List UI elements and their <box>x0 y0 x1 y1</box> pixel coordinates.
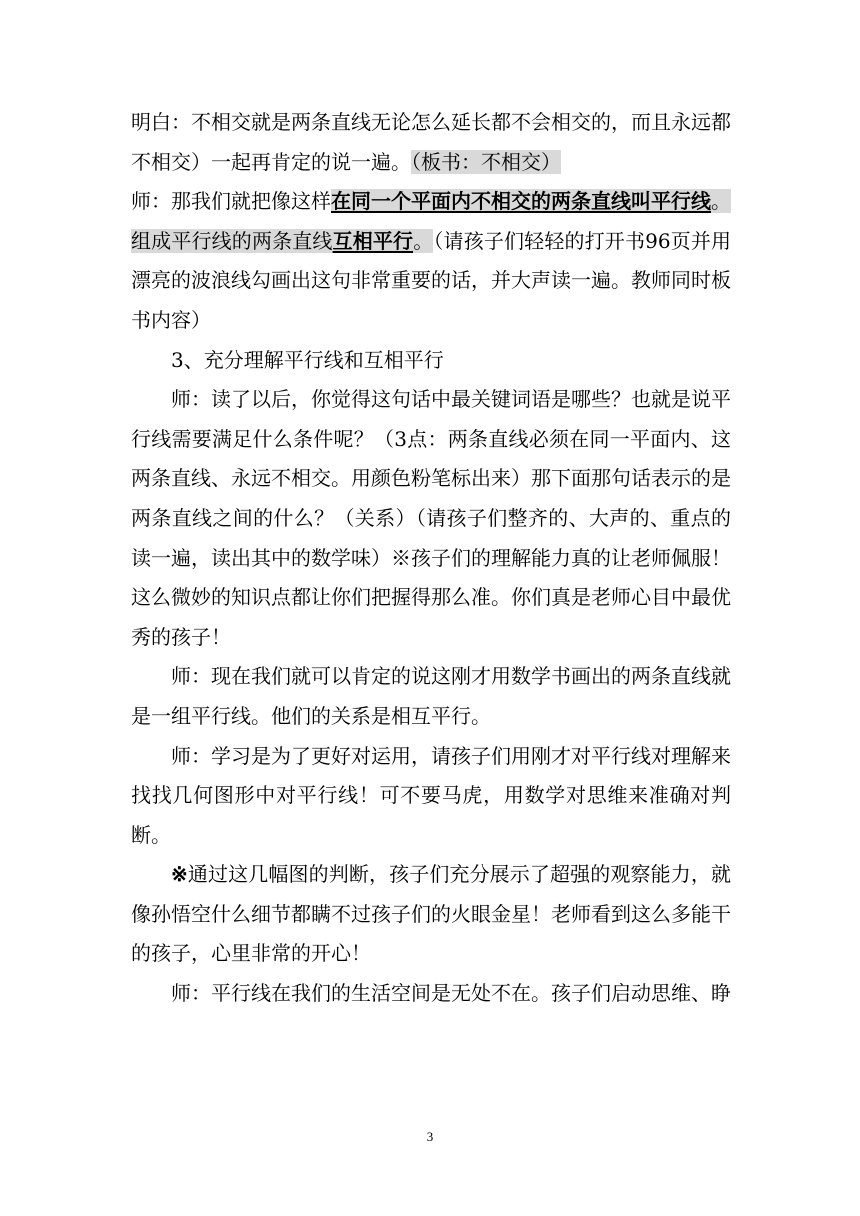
text-segment: 师：现在我们就可以肯定的说这刚才用数学书画出的两条直线就是一组平行线。他们的关系是相互平行。 <box>131 664 731 728</box>
definition-period: 。 <box>413 228 434 253</box>
definition-mutually-parallel: 互相平行 <box>332 228 414 253</box>
definition-highlight: 。组成平行线的两条直线 <box>131 189 731 253</box>
paragraph-6 <box>131 737 731 856</box>
lesson-plan-body <box>131 103 731 1014</box>
text-segment: 通过这几幅图的判断，孩子们充分展示了超强的观察能力，就像孙悟空什么细节都瞒不过孩子们的火眼金星！老师看到这么多能干的孩子，心里非常的开心！ <box>131 862 732 966</box>
text-segment: （请孩子们轻轻的打开书96页并用漂亮的波浪线勾画出这句非常重要的话，并大声读一遍。教师同时板书内容） <box>131 228 732 332</box>
paragraph-1 <box>131 103 731 182</box>
text-segment: 师：读了以后，你觉得这句话中最关键词语是哪些？也就是说平行线需要满足什么条件呢？（3点：两条直线必须在同一平面内、这两条直线、永远不相交。用颜色粉笔标出来）那下面那句话表示的是两条直线之间的什么？（关系）（请孩子们整齐的、大声的、重点的读一遍，读出其中的数学味）※孩子们的理解能力真的让老师佩服！这么微妙的知识点都让你们把握得那么准。你们真是老师心目中最优秀的孩子！ <box>131 387 731 649</box>
definition-parallel-lines: 在同一个平面内不相交的两条直线叫平行线 <box>331 189 711 214</box>
text-segment: 明白：不相交就是两条直线无论怎么延长都不会相交的，而且永远都不相交）一起再肯定的说一遍。 <box>131 110 731 174</box>
section-heading <box>131 341 731 381</box>
paragraph-4 <box>131 380 731 657</box>
paragraph-5 <box>131 657 731 736</box>
reference-mark: ※ <box>171 862 188 887</box>
text-segment: 师：那我们就把像这样 <box>131 189 331 214</box>
section-heading-text: 3、充分理解平行线和互相平行 <box>171 347 444 372</box>
text-segment: 师：学习是为了更好对运用，请孩子们用刚才对平行线对理解来找找几何图形中对平行线！可不要马虎，用数学对思维来准确对判断。 <box>131 743 731 847</box>
paragraph-2 <box>131 182 731 340</box>
board-note-highlight: （板书：不相交） <box>411 149 561 174</box>
paragraph-8 <box>131 974 731 1014</box>
text-segment: 师：平行线在我们的生活空间是无处不在。孩子们启动思维、睁 <box>171 981 731 1006</box>
page-number: 3 <box>426 1129 434 1144</box>
paragraph-7 <box>131 855 731 974</box>
